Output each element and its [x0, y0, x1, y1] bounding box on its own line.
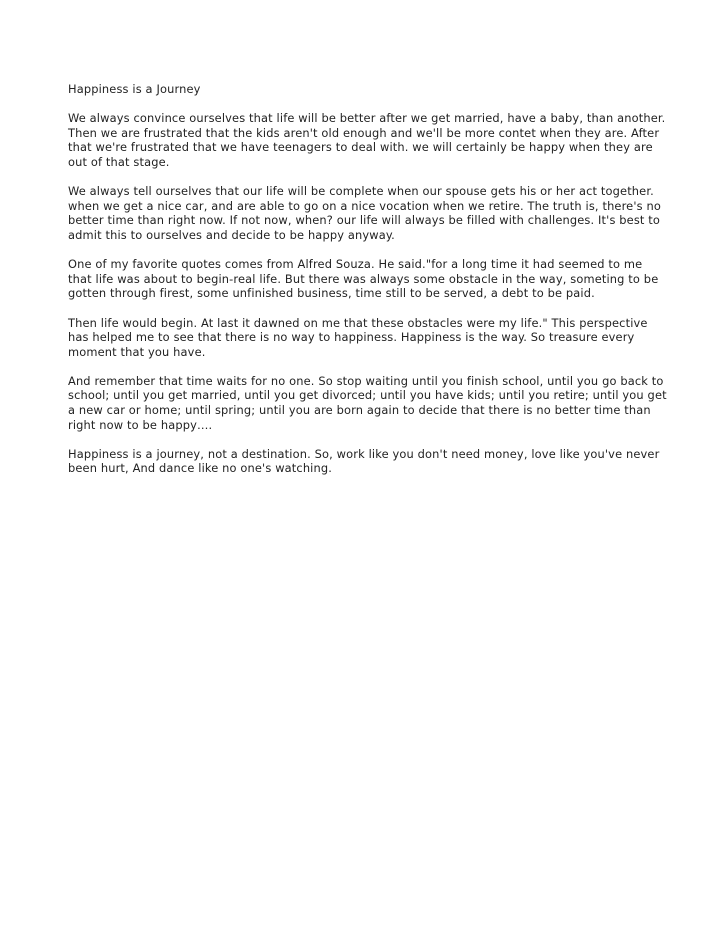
paragraph-1: We always convince ourselves that life will be better after we get married, have a baby, than another. Then we are frustrated that the kids aren't old enough and we'll be more contet when they are. After that we're frustrated that we have teenagers to deal with. we will certainly be happy when they are out of that stage.: [68, 111, 666, 169]
paragraph-4: Then life would begin. At last it dawned on me that these obstacles were my life." This perspective has helped me to see that there is no way to happiness. Happiness is the way. So treasure every moment that you have.: [68, 315, 648, 359]
paragraph-6: Happiness is a journey, not a destination. So, work like you don't need money, love like you've never been hurt, And dance like no one's watching.: [68, 446, 660, 476]
document-body: [68, 82, 668, 491]
paragraph-2: We always tell ourselves that our life will be complete when our spouse gets his or her act together. when we get a nice car, and are able to go on a nice vocation when we retire. The truth is, there's no better time than right now. If not now, when? our life will always be filled with challenges. It's best to admit this to ourselves and decide to be happy anyway.: [68, 184, 661, 242]
document-title: Happiness is a Journey: [68, 82, 201, 96]
paragraph-5: And remember that time waits for no one. So stop waiting until you finish school, until you go back to school; until you get married, until you get divorced; until you have kids; until you retire; until you get a new car or home; until spring; until you are born again to decide that there is no better time than right now to be happy….: [68, 373, 667, 432]
paragraph-3: One of my favorite quotes comes from Alfred Souza. He said."for a long time it had seemed to me that life was about to begin-real life. But there was always some obstacle in the way, someting to be gotten through firest, some unfinished business, time still to be served, a debt to be paid.: [68, 257, 659, 301]
